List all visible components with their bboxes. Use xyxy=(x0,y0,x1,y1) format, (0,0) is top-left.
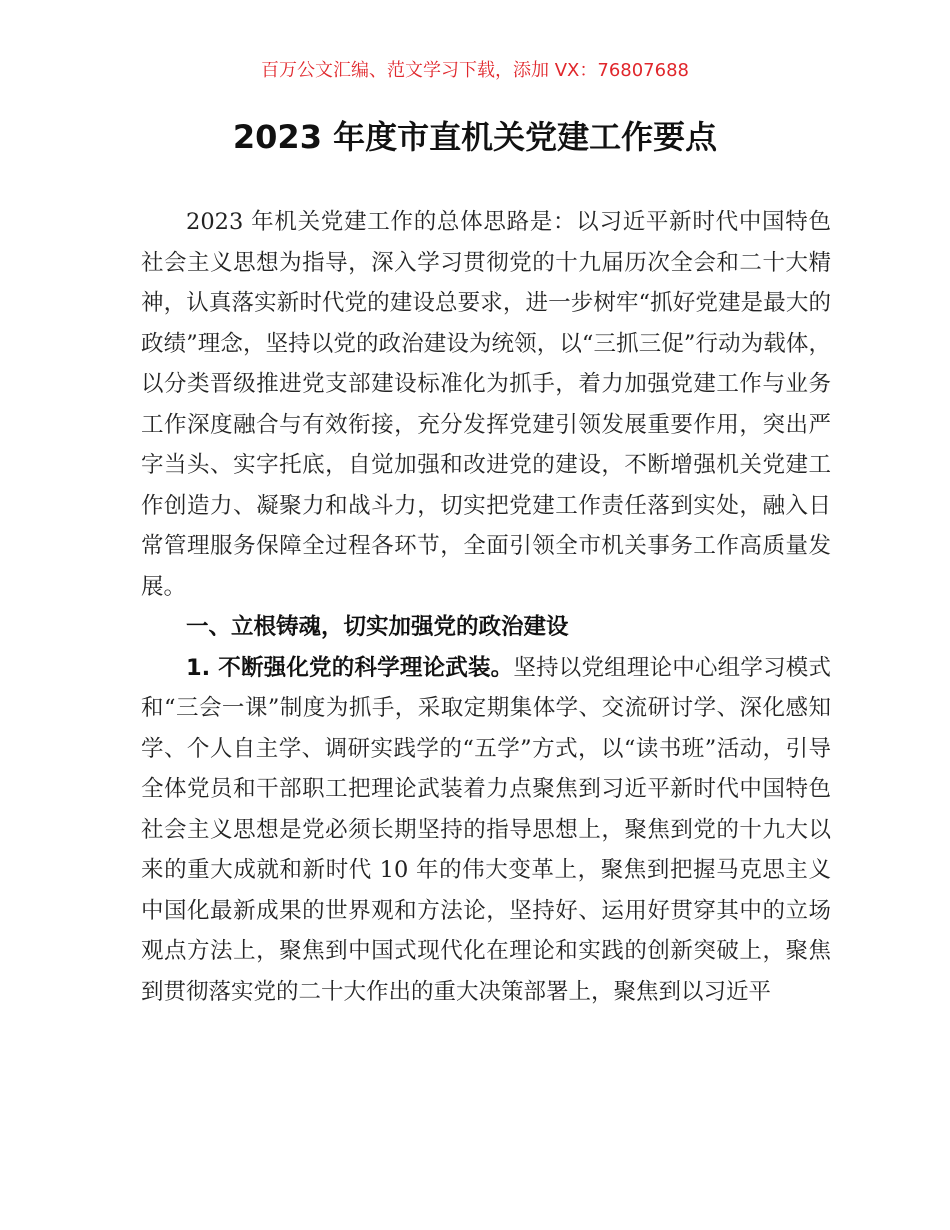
section-heading-1 xyxy=(141,607,831,648)
item-body-text: 坚持以党组理论中心组学习模式和“三会一课”制度为抓手，采取定期集体学、交流研讨学、深化感知学、个人自主学、调研实践学的“五学”方式，以“读书班”活动，引导全体党员和干部职工把理论武装着力点聚焦到习近平新时代中国特色社会主义思想是党必须长期坚持的指导思想上，聚焦到党的十九大以来的重大成就和新时代 10 年的伟大变革上，聚焦到把握马克思主义中国化最新成果的世界观和方法论，坚持好、运用好贯穿其中的立场观点方法上，聚焦到中国式现代化在理论和实践的创新突破上，聚焦到贯彻落实党的二十大作出的重大决策部署上，聚焦到以习近平 xyxy=(141,654,831,1005)
document-body xyxy=(141,202,831,1012)
document-title: 2023 年度市直机关党建工作要点 xyxy=(232,118,718,156)
watermark-header: 百万公文汇编、范文学习下载，添加 VX：76807688 xyxy=(261,60,689,81)
item-lead-text: 1. 不断强化党的科学理论武装。 xyxy=(186,654,514,681)
section-heading-text: 一、立根铸魂，切实加强党的政治建设 xyxy=(186,614,569,640)
intro-paragraph: 2023 年机关党建工作的总体思路是：以习近平新时代中国特色社会主义思想为指导，深入学习贯彻党的十九届历次全会和二十大精神，认真落实新时代党的建设总要求，进一步树牢“抓好党建是最大的政绩”理念，坚持以党的政治建设为统领，以“三抓三促”行动为载体，以分类晋级推进党支部建设标准化为抓手，着力加强党建工作与业务工作深度融合与有效衔接，充分发挥党建引领发展重要作用，突出严字当头、实字托底，自觉加强和改进党的建设，不断增强机关党建工作创造力、凝聚力和战斗力，切实把党建工作责任落到实处，融入日常管理服务保障全过程各环节，全面引领全市机关事务工作高质量发展。 xyxy=(141,209,831,600)
item-paragraph-1 xyxy=(141,648,831,1013)
